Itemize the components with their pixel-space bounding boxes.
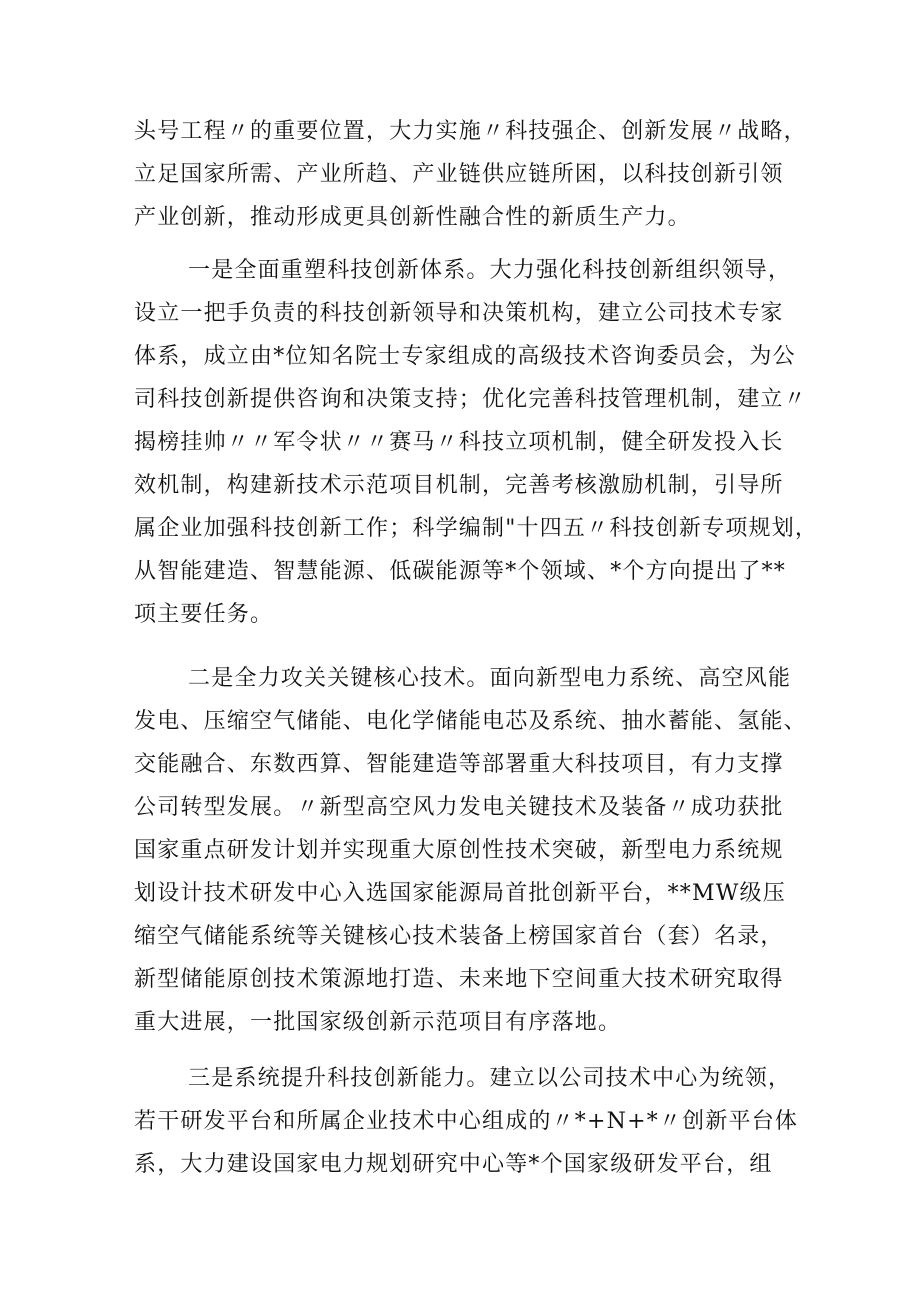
text-line: 划设计技术研发中心入选国家能源局首批创新平台，**MW级压 (134, 881, 786, 906)
paragraph-intro (134, 110, 807, 239)
text-line: 发电、压缩空气储能、电化学储能电芯及系统、抽水蓄能、氢能、 (134, 709, 807, 734)
text-line: 重大进展，一批国家级创新示范项目有序落地。 (134, 1010, 622, 1035)
text-line: 头号工程〃的重要位置，大力实施〃科技强企、创新发展〃战略， (134, 119, 807, 144)
text-line: 产业创新，推动形成更具创新性融合性的新质生产力。 (134, 205, 691, 230)
text-line: 体系，成立由*位知名院士专家组成的高级技术咨询委员会，为公 (134, 344, 796, 369)
text-line: 新型储能原创技术策源地打造、未来地下空间重大技术研究取得 (134, 967, 784, 992)
text-line: 国家重点研发计划并实现重大原创性技术突破，新型电力系统规 (134, 838, 784, 863)
text-line: 缩空气储能系统等关键核心技术装备上榜国家首台（套）名录， (134, 924, 784, 949)
text-line: 三是系统提升科技创新能力。建立以公司技术中心为统领， (188, 1066, 792, 1091)
text-line: 设立一把手负责的科技创新领导和决策机构，建立公司技术专家 (134, 301, 784, 326)
text-line: 一是全面重塑科技创新体系。大力强化科技创新组织领导， (188, 258, 792, 283)
text-line: 系，大力建设国家电力规划研究中心等*个国家级研发平台，组 (134, 1152, 773, 1177)
text-line: 属企业加强科技创新工作；科学编制"十四五〃科技创新专项规划， (134, 516, 819, 541)
text-line: 交能融合、东数西算、智能建造等部署重大科技项目，有力支撑 (134, 752, 784, 777)
text-line: 项主要任务。 (134, 602, 274, 627)
text-line: 公司转型发展。〃新型高空风力发电关键技术及装备〃成功获批 (134, 795, 784, 820)
text-line: 揭榜挂帅〃〃军令状〃〃赛马〃科技立项机制，健全研发投入长 (134, 430, 784, 455)
text-line: 从智能建造、智慧能源、低碳能源等*个领域、*个方向提出了** (134, 559, 787, 584)
paragraph-core-technology (134, 657, 807, 1044)
text-line: 司科技创新提供咨询和决策支持；优化完善科技管理机制，建立〃 (134, 387, 807, 412)
text-line: 效机制，构建新技术示范项目机制，完善考核激励机制，引导所 (134, 473, 784, 498)
text-line: 二是全力攻关关键核心技术。面向新型电力系统、高空风能 (188, 666, 792, 691)
text-line: 立足国家所需、产业所趋、产业链供应链所困，以科技创新引领 (134, 162, 784, 187)
text-line: 若干研发平台和所属企业技术中心组成的〃*+N+*〃创新平台体 (134, 1109, 799, 1134)
paragraph-innovation-system (134, 249, 819, 636)
paragraph-innovation-capability (134, 1057, 804, 1186)
